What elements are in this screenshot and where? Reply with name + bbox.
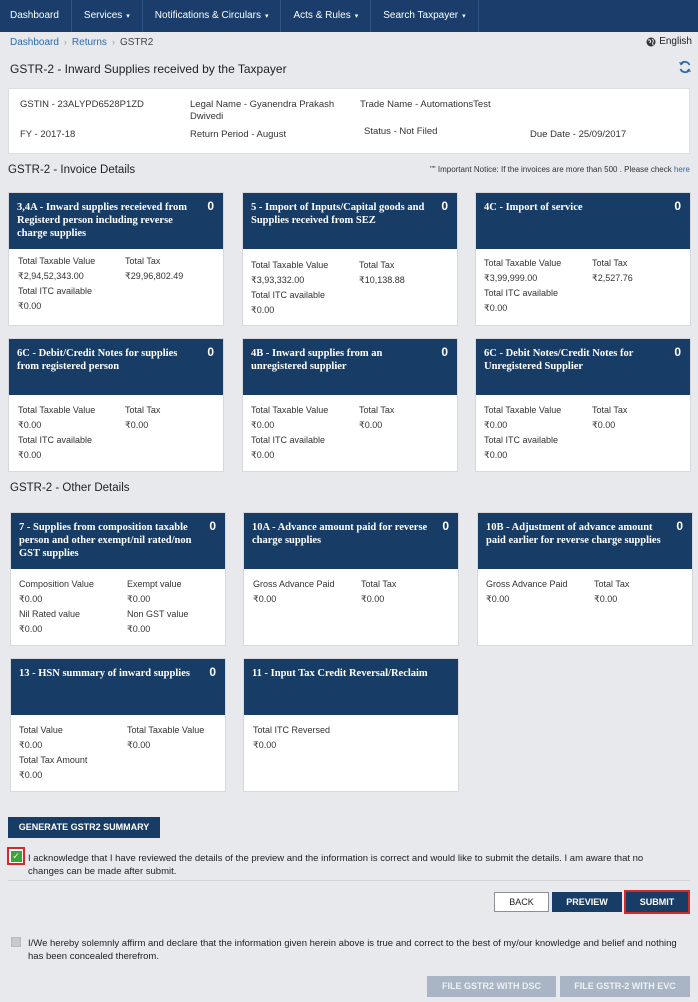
filing-status: Status - Not Filed (364, 126, 438, 137)
metric-label: Total ITC available (18, 435, 93, 445)
metric-label: Total Tax (592, 405, 628, 415)
metric-label: Total Taxable Value (251, 260, 329, 270)
metric-value: ₹0.00 (19, 740, 43, 750)
nav-search-taxpayer[interactable] (371, 0, 478, 32)
card-title: 10B - Adjustment of advance amount paid earlier for reverse charge supplies (486, 522, 661, 546)
metric-value: ₹0.00 (484, 303, 508, 313)
file-with-dsc-button[interactable]: FILE GSTR2 WITH DSC (427, 976, 556, 997)
metric-value: ₹0.00 (19, 770, 43, 780)
card-title: 4B - Inward supplies from an unregistered supplier (251, 348, 383, 372)
metric-label: Non GST value (127, 609, 189, 619)
metric-label: Total ITC available (484, 435, 559, 445)
trade-name: Trade Name - AutomationsTest (360, 99, 491, 110)
card-header (244, 513, 458, 569)
nav-notifications[interactable] (143, 0, 282, 32)
breadcrumb-returns[interactable]: Returns (71, 36, 107, 48)
refresh-icon[interactable] (678, 60, 692, 74)
metric-label: Total Tax Amount (19, 755, 88, 765)
nav-label: Search Taxpayer (383, 10, 459, 21)
card-header (476, 193, 690, 249)
card-title: 6C - Debit/Credit Notes for supplies from registered person (17, 348, 178, 372)
metric-value: ₹0.00 (484, 420, 508, 430)
metric-label: Total Tax (361, 579, 397, 589)
generate-summary-button[interactable]: GENERATE GSTR2 SUMMARY (8, 817, 160, 838)
metric-label: Total Taxable Value (127, 725, 205, 735)
metric-value: ₹3,93,332.00 (251, 275, 305, 285)
card-title: 5 - Import of Inputs/Capital goods and Supplies received from SEZ (251, 202, 425, 226)
card-import-of-service[interactable] (475, 192, 691, 326)
metric-value: ₹0.00 (251, 305, 275, 315)
card-header (9, 339, 223, 395)
card-count: 0 (674, 345, 681, 359)
metric-value: ₹0.00 (18, 450, 42, 460)
metric-value: ₹0.00 (125, 420, 149, 430)
card-inward-supplies-registered[interactable] (8, 192, 224, 326)
card-debit-credit-unregistered[interactable] (475, 338, 691, 472)
metric-label: Gross Advance Paid (486, 579, 568, 589)
card-composition-exempt[interactable] (10, 512, 226, 646)
nav-label: Notifications & Circulars (154, 10, 261, 21)
metric-label: Total Taxable Value (484, 258, 562, 268)
nav-label: Services (83, 10, 123, 21)
metric-value: ₹3,99,999.00 (484, 273, 538, 283)
nav-acts-rules[interactable] (281, 0, 371, 32)
metric-label: Total Taxable Value (18, 405, 96, 415)
declaration-text: I/We hereby solemnly affirm and declare that the information given herein above is true and correct to the best of my/our knowledge and belief and nothing has been concealed therefrom. (28, 938, 677, 962)
card-header (244, 659, 458, 715)
chevron-down-icon: ▾ (462, 13, 466, 20)
important-notice (430, 165, 690, 174)
card-header (478, 513, 692, 569)
card-count: 0 (676, 519, 683, 533)
metric-value: ₹0.00 (127, 624, 151, 634)
metric-label: Total Tax (359, 260, 395, 270)
metric-value: ₹0.00 (253, 740, 277, 750)
metric-value: ₹0.00 (594, 594, 618, 604)
metric-value: ₹0.00 (127, 740, 151, 750)
metric-label: Gross Advance Paid (253, 579, 335, 589)
metric-value: ₹0.00 (486, 594, 510, 604)
globe-icon (646, 37, 656, 47)
acknowledge-text: I acknowledge that I have reviewed the details of the preview and the information is correct and would like to submit the details. I am aware that no changes can be made after submit. (28, 853, 644, 877)
checkmark-icon: ✓ (12, 850, 20, 861)
return-period: Return Period - August (190, 129, 287, 140)
language-label: English (659, 36, 692, 47)
card-hsn-summary[interactable] (10, 658, 226, 792)
breadcrumb (0, 32, 698, 52)
metric-label: Total ITC available (18, 286, 93, 296)
breadcrumb-separator: › (111, 37, 115, 47)
metric-value: ₹2,527.76 (592, 273, 633, 283)
declaration-checkbox[interactable] (11, 937, 21, 947)
taxpayer-info-panel (8, 88, 690, 154)
preview-button[interactable]: PREVIEW (552, 892, 622, 912)
card-count: 0 (209, 519, 216, 533)
metric-value: ₹0.00 (484, 450, 508, 460)
top-nav (0, 0, 698, 32)
divider (8, 880, 690, 881)
metric-value: ₹0.00 (19, 624, 43, 634)
breadcrumb-dashboard[interactable]: Dashboard (10, 36, 59, 48)
card-advance-adjustment-rcm[interactable] (477, 512, 693, 646)
card-title: 7 - Supplies from composition taxable person and other exempt/nil rated/non GST supplies (19, 522, 192, 559)
card-count: 0 (442, 519, 449, 533)
metric-label: Composition Value (19, 579, 94, 589)
card-itc-reversal[interactable] (243, 658, 459, 792)
card-import-inputs-sez[interactable] (242, 192, 458, 326)
metric-label: Total Tax (125, 405, 161, 415)
card-advance-paid-rcm[interactable] (243, 512, 459, 646)
card-title: 6C - Debit Notes/Credit Notes for Unregistered Supplier (484, 348, 634, 372)
metric-value: ₹0.00 (19, 594, 43, 604)
metric-label: Total Tax (359, 405, 395, 415)
metric-value: ₹0.00 (592, 420, 616, 430)
due-date: Due Date - 25/09/2017 (530, 129, 627, 140)
invoice-details-heading: GSTR-2 - Invoice Details (8, 164, 136, 176)
metric-label: Total Taxable Value (484, 405, 562, 415)
breadcrumb-current: GSTR2 (119, 36, 154, 48)
card-count: 0 (209, 665, 216, 679)
other-details-heading: GSTR-2 - Other Details (10, 482, 130, 494)
metric-value: ₹0.00 (359, 420, 383, 430)
metric-value: ₹0.00 (251, 450, 275, 460)
legal-name: Legal Name - Gyanendra Prakash Dwivedi (190, 99, 335, 122)
metric-value: ₹0.00 (253, 594, 277, 604)
metric-label: Total ITC Reversed (253, 725, 331, 735)
notice-link[interactable]: here (673, 165, 690, 174)
metric-label: Exempt value (127, 579, 182, 589)
chevron-down-icon: ▾ (126, 13, 130, 20)
metric-label: Nil Rated value (19, 609, 81, 619)
nav-services[interactable] (72, 0, 143, 32)
metric-label: Total Tax (125, 256, 161, 266)
card-header (243, 339, 457, 395)
metric-value: ₹10,138.88 (359, 275, 405, 285)
metric-label: Total ITC available (484, 288, 559, 298)
metric-value: ₹0.00 (18, 420, 42, 430)
breadcrumb-separator: › (63, 37, 67, 47)
metric-value: ₹0.00 (127, 594, 151, 604)
nav-label: Dashboard (10, 10, 59, 21)
metric-label: Total ITC available (251, 290, 326, 300)
card-header (476, 339, 690, 395)
metric-value: ₹0.00 (361, 594, 385, 604)
card-count: 0 (441, 199, 448, 213)
back-button[interactable]: BACK (494, 892, 549, 912)
page-title: GSTR-2 - Inward Supplies received by the Taxpayer (10, 62, 287, 76)
metric-value: ₹2,94,52,343.00 (18, 271, 84, 281)
metric-label: Total Value (19, 725, 63, 735)
card-count: 0 (207, 345, 214, 359)
card-title: 13 - HSN summary of inward supplies (19, 668, 190, 679)
gstin: GSTIN - 23ALYPD6528P1ZD (20, 99, 144, 110)
metric-label: Total ITC available (251, 435, 326, 445)
chevron-down-icon: ▾ (354, 13, 359, 20)
metric-label: Total Taxable Value (251, 405, 329, 415)
card-count: 0 (674, 199, 681, 213)
card-header (11, 659, 225, 715)
nav-dashboard[interactable] (0, 0, 72, 32)
card-title: 10A - Advance amount paid for reverse charge supplies (252, 522, 428, 546)
file-with-evc-button[interactable]: FILE GSTR-2 WITH EVC (560, 976, 690, 997)
card-title: 11 - Input Tax Credit Reversal/Reclaim (252, 668, 428, 679)
card-debit-credit-registered[interactable] (8, 338, 224, 472)
metric-value: ₹0.00 (18, 301, 42, 311)
language-selector[interactable] (646, 36, 692, 47)
metric-label: Total Tax (594, 579, 630, 589)
metric-value: ₹29,96,802.49 (125, 271, 184, 281)
card-title: 3,4A - Inward supplies receieved from Registerd person including reverse charge supplies (17, 202, 187, 239)
card-header (9, 193, 223, 249)
card-count: 0 (207, 199, 214, 213)
nav-label: Acts & Rules (293, 10, 351, 21)
card-title: 4C - Import of service (484, 202, 583, 213)
card-header (243, 193, 457, 249)
submit-button[interactable]: SUBMIT (624, 890, 690, 914)
financial-year: FY - 2017-18 (20, 129, 76, 140)
card-header (11, 513, 225, 569)
card-count: 0 (441, 345, 448, 359)
card-unregistered-supplier[interactable] (242, 338, 458, 472)
metric-label: Total Tax (592, 258, 628, 268)
notice-text: "" Important Notice: If the invoices are more than 500 . Please check (429, 165, 674, 174)
metric-label: Total Taxable Value (18, 256, 96, 266)
acknowledge-checkbox[interactable] (7, 847, 25, 865)
chevron-down-icon: ▾ (264, 13, 269, 20)
metric-value: ₹0.00 (251, 420, 275, 430)
